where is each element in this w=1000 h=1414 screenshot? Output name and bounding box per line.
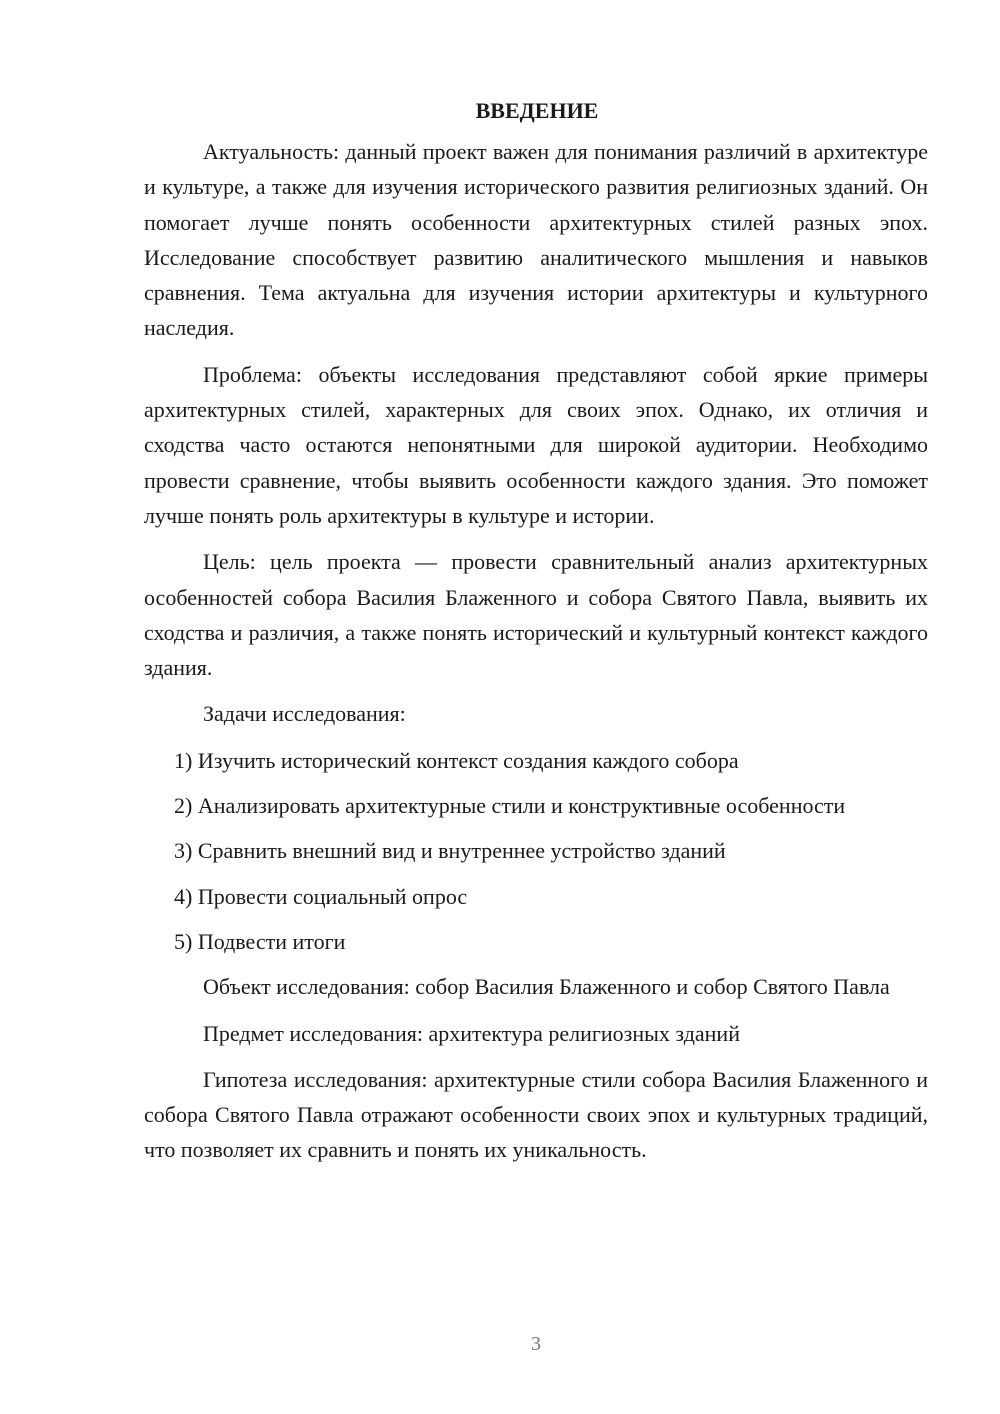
document-page <box>144 93 928 1179</box>
task-item-1: 1) Изучить исторический контекст создания каждого собора <box>174 747 739 773</box>
task-item-5: 5) Подвести итоги <box>174 928 346 954</box>
goal-paragraph: Цель: цель проекта — провести сравнительный анализ архитектурных особенностей собора Василия Блаженного и собора Святого Павла, выявить их сходства и различия, а также понять исторический и культурный контекст каждого здания. <box>144 549 928 681</box>
problem-paragraph: Проблема: объекты исследования представляют собой яркие примеры архитектурных стилей, характерных для своих эпох. Однако, их отличия и сходства часто остаются непонятными для широкой аудитории. Необходимо провести сравнение, чтобы выявить особенности каждого здания. Это поможет лучше понять роль архитектуры в культуре и истории. <box>144 361 928 528</box>
relevance-paragraph: Актуальность: данный проект важен для понимания различий в архитектуре и культуре, а также для изучения исторического развития религиозных зданий. Он помогает лучше понять особенности архитектурных стилей разных эпох. Исследование способствует развитию аналитического мышления и навыков сравнения. Тема актуальна для изучения истории архитектуры и культурного наследия. <box>144 139 928 341</box>
task-item-4: 4) Провести социальный опрос <box>174 883 468 909</box>
subject-paragraph: Предмет исследования: архитектура религиозных зданий <box>203 1020 740 1046</box>
tasks-list <box>144 743 928 959</box>
tasks-heading: Задачи исследования: <box>203 701 406 727</box>
section-heading: ВВЕДЕНИЕ <box>475 98 599 123</box>
page-number: 3 <box>531 1333 541 1355</box>
hypothesis-paragraph: Гипотеза исследования: архитектурные стили собора Василия Блаженного и собора Святого Павла отражают особенности своих эпох и культурных традиций, что позволяет их сравнить и понять их уникальность. <box>144 1066 928 1163</box>
object-paragraph: Объект исследования: собор Василия Блаженного и собор Святого Павла <box>203 974 890 1000</box>
task-item-3: 3) Сравнить внешний вид и внутреннее устройство зданий <box>174 838 726 864</box>
task-item-2: 2) Анализировать архитектурные стили и конструктивные особенности <box>174 793 846 819</box>
